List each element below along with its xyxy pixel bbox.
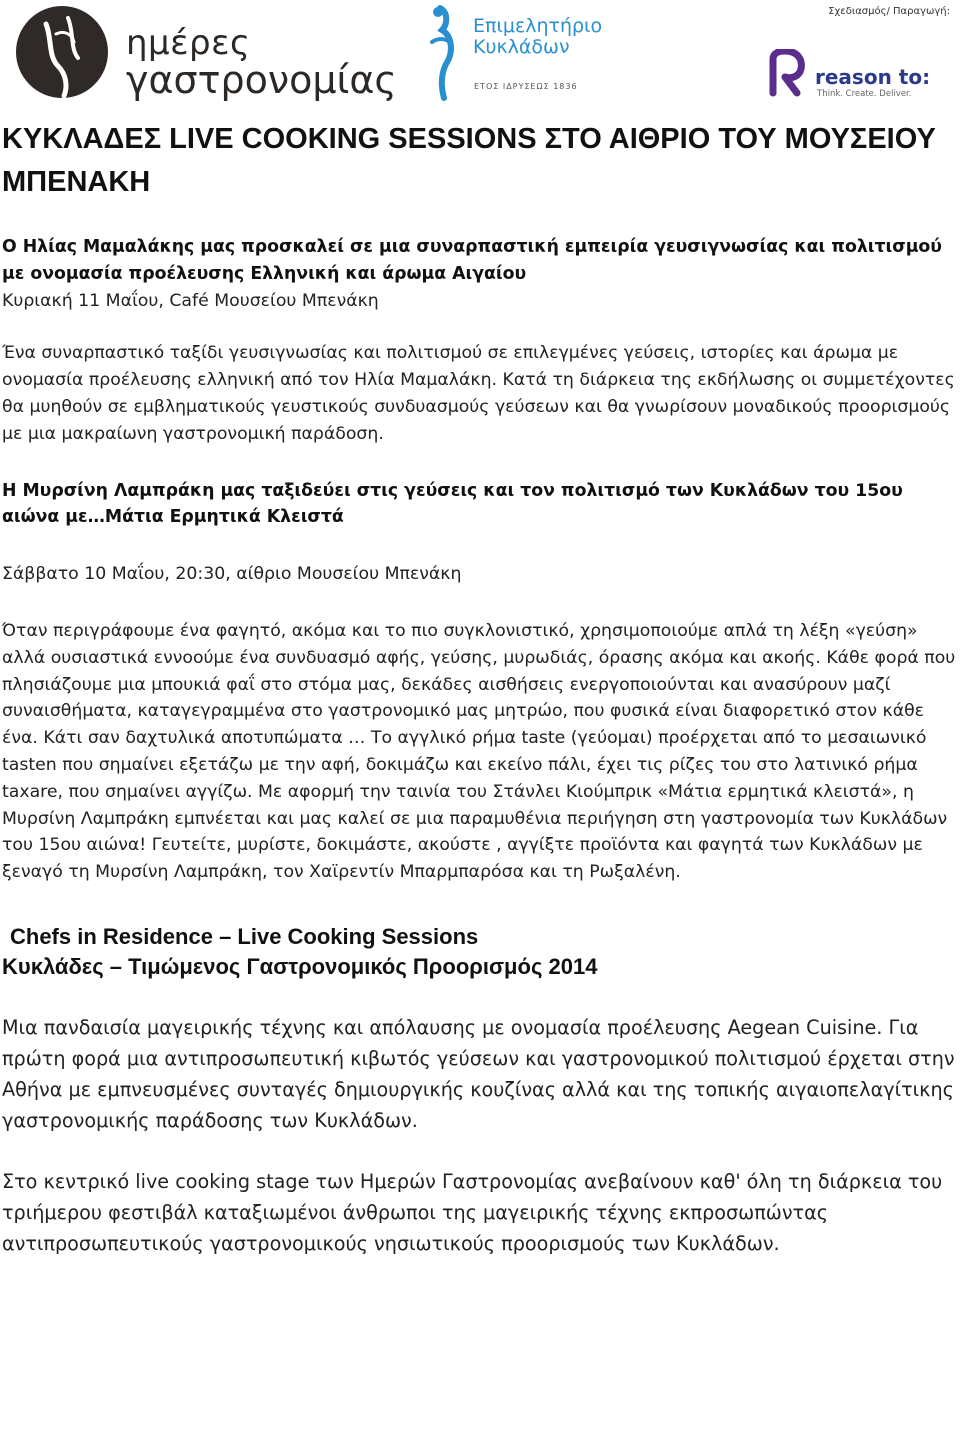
section3-heading2: Κυκλάδες – Τιμώμενος Γαστρονομικός Προορισμός 2014 <box>2 953 598 979</box>
epimelitirio-kykladon-logo <box>418 2 628 102</box>
imeres-gastronomias-logo <box>8 4 397 102</box>
brand-tagline: Think. Create. Deliver. <box>817 89 912 99</box>
chamber-name-line2: Κυκλάδων <box>473 35 570 58</box>
header-logos <box>0 0 960 105</box>
reason-to-mark-icon <box>767 49 807 97</box>
section3-para1: Μια πανδαισία μαγειρικής τέχνης και απόλαυσης με ονομασία προέλευσης Aegean Cuisine. Για πρώτη φορά μια αντιπροσωπευτική κιβωτός γεύσεων και γαστρονομικού πολιτισμού έρχεται στην Αθήνα με εμπνευσμένες συνταγές δημιουργικής κουζίνας αλλά και της τοπικής αιγαιοπελαγίτικης γαστρονομικής παράδοσης των Κυκλάδων. <box>2 1015 955 1132</box>
section1-heading: Ο Ηλίας Μαμαλάκης μας προσκαλεί σε μια συναρπαστική εμπειρία γευσιγνωσίας και πολιτισμού με ονομασία προέλευσης Ελληνική και άρωμα Αιγαίου <box>2 237 942 284</box>
chamber-name-line1: Επιμελητήριο <box>473 15 603 37</box>
section2-heading: Η Μυρσίνη Λαμπράκη μας ταξιδεύει στις γεύσεις και τον πολιτισμό των Κυκλάδων του 15ου αιώνα με…Μάτια Ερμητικά Κλειστά <box>2 480 903 528</box>
logo-line1: ημέρες <box>126 23 251 63</box>
logo-line2: γαστρονομίας <box>126 57 397 102</box>
section2-body: Όταν περιγράφουμε ένα φαγητό, ακόμα και το πιο συγκλονιστικό, χρησιμοποιούμε απλά τη λέξη «γεύση» αλλά ουσιαστικά εννοούμε ένα συνδυασμό αφής, γεύσης, μυρωδιάς, όρασης ακόμα και ακοής. Κάθε φορά που πλησιάζουμε μια μπουκιά φαΐ στο στόμα μας, δεκάδες αισθήσεις ενεργοποιούνται και ανασύρουν μαζί συναισθήματα, καταγεγραμμένα στο γαστρονομικό μας μητρώο, που φυσικά είναι διαφορετικό στον κάθε ένα. Κάτι σαν δαχτυλικά αποτυπώματα … Το αγγλικό ρήμα taste (γεύομαι) προέρχεται από το μεσαιωνικό tasten που σημαίνει εξετάζω με την αφή, δοκιμάζω και εκείνο πάλι, έχει τις ρίζες του στο λατινικό ρήμα taxare, που σημαίνει αγγίζω. Με αφορμή την ταινία του Στάνλει Κιούμπρικ «Μάτια ερμητικά κλειστά», η Μυρσίνη Λαμπράκη εμπνέεται και μας καλεί σε μια παραμυθένια περιήγηση στη γαστρονομία των Κυκλάδων του 15ου αιώνα! Γευτείτε, μυρίστε, δοκιμάστε, ακούστε , αγγίξτε προϊόντα και φαγητά των Κυκλάδων με ξεναγό τη Μυρσίνη Λαμπράκη, τον Χαϊρεντίν Μπαρμπαρόσα και τη Ρωξαλένη. <box>2 620 956 883</box>
brand-name: reason to: <box>815 65 931 89</box>
section3-para2: Στο κεντρικό live cooking stage των Ημερών Γαστρονομίας ανεβαίνουν καθ' όλη τη διάρκεια του τριήμερου φεστιβάλ καταξιωμένοι άνθρωποι της μαγειρικής τέχνης εκπροσωπώντας αντιπροσωπευτικούς γαστρονομικούς νησιωτικούς προορισμούς των Κυκλάδων. <box>2 1169 943 1255</box>
document-body <box>2 118 958 1259</box>
chamber-founding-year: ΕΤΟΣ ΙΔΡΥΣΕΩΣ 1836 <box>474 82 578 91</box>
page-title: ΚΥΚΛΑΔΕΣ LIVE COOKING SESSIONS ΣΤΟ ΑΙΘΡΙΟ ΤΟΥ ΜΟΥΣΕΙΟΥ ΜΠΕΝΑΚΗ <box>2 123 936 198</box>
figure-icon <box>418 2 468 102</box>
section1-date: Κυριακή 11 Μαΐου, Café Μουσείου Μπενάκη <box>2 290 379 311</box>
fork-circle-icon <box>8 4 118 100</box>
reason-to-logo <box>755 4 955 102</box>
section2-date: Σάββατο 10 Μαΐου, 20:30, αίθριο Μουσείου Μπενάκη <box>2 564 462 585</box>
section1-body: Ένα συναρπαστικό ταξίδι γευσιγνωσίας και πολιτισμού σε επιλεγμένες γεύσεις, ιστορίες και άρωμα με ονομασία προέλευσης ελληνική από τον Ηλία Μαμαλάκη. Κατά τη διάρκεια της εκδήλωσης οι συμμετέχοντες θα μυηθούν σε εμβληματικούς γευστικούς συνδυασμούς γεύσεων και θα γνωρίσουν μοναδικούς προορισμούς με μια μακραίωνη γαστρονομική παράδοση. <box>2 343 955 444</box>
section3-heading1: Chefs in Residence – Live Cooking Sessions <box>10 923 479 949</box>
design-credit-label: Σχεδιασμός/ Παραγωγή: <box>828 6 950 17</box>
